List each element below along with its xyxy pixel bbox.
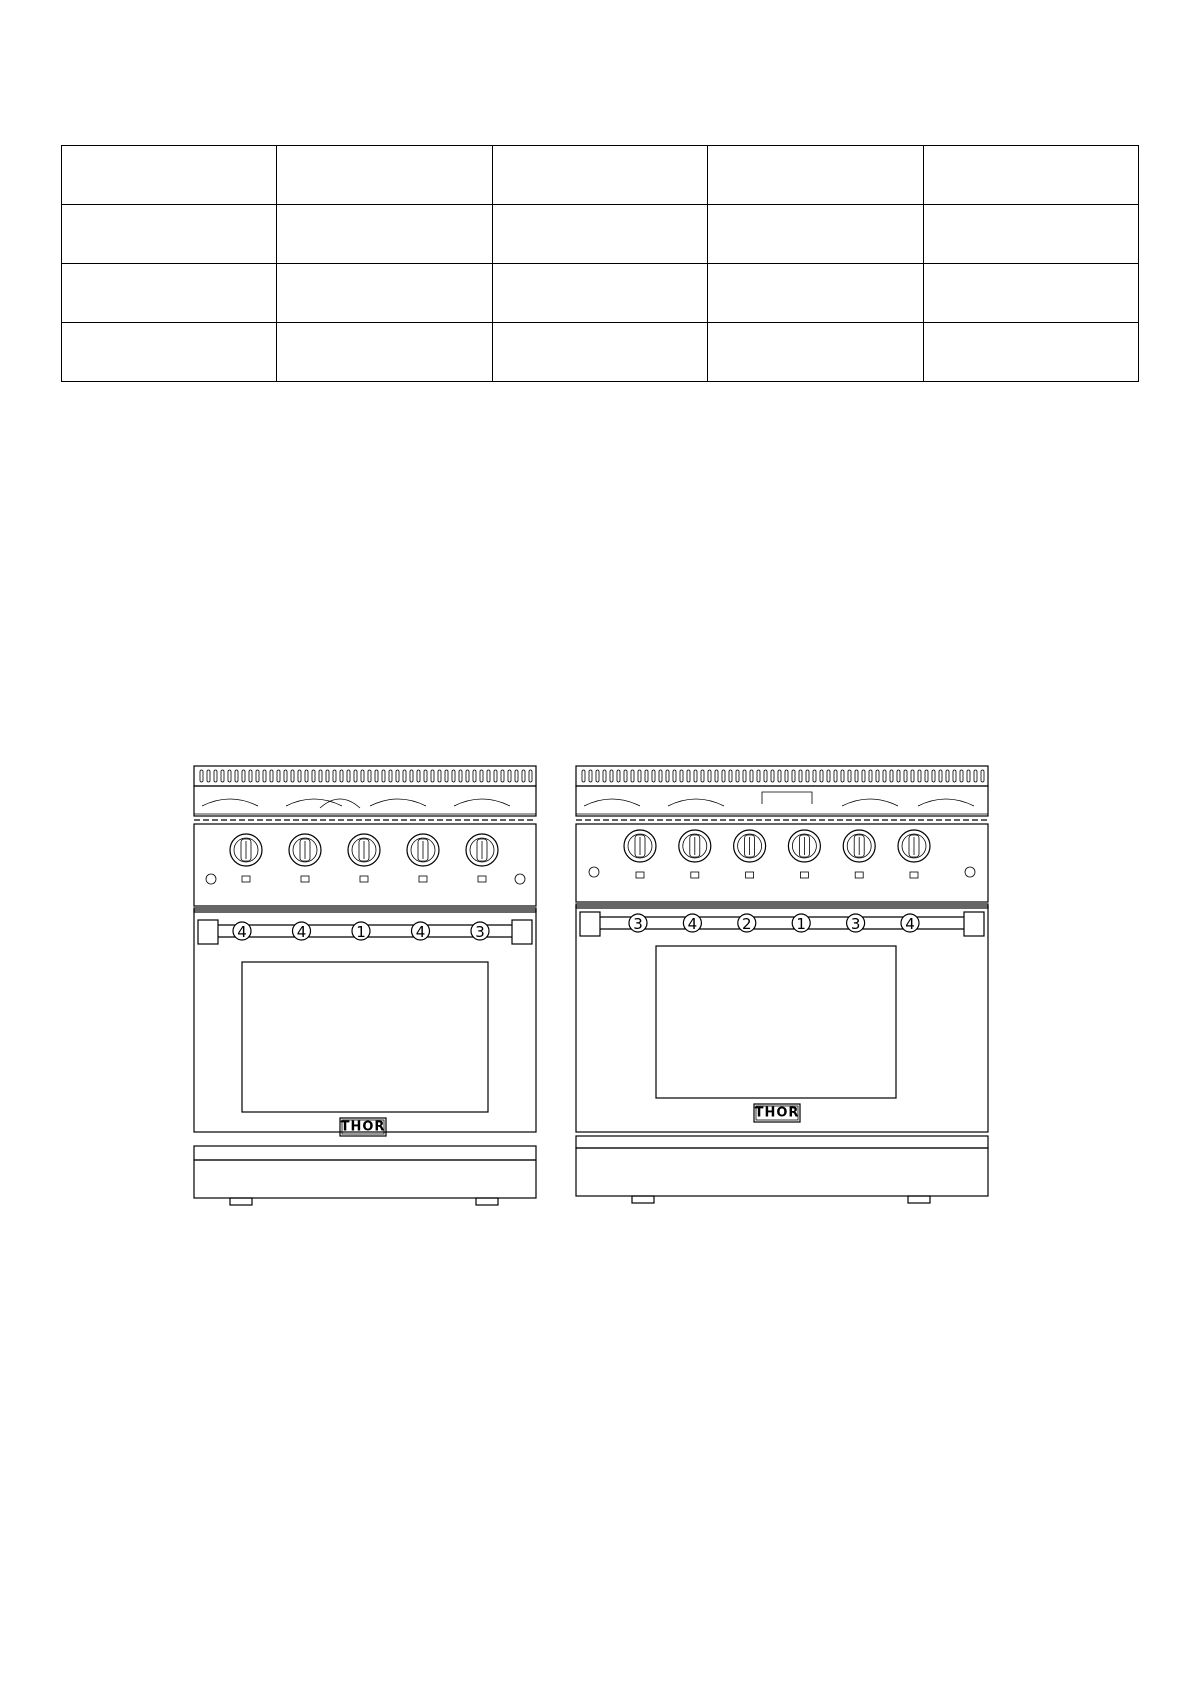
burner-symbol: [478, 876, 486, 882]
burner-symbol: [800, 872, 808, 878]
callout-marker: [471, 922, 489, 941]
callout-marker: [629, 914, 647, 933]
callout-number: 1: [796, 915, 806, 933]
callout-number: 4: [415, 923, 426, 941]
table-row: [62, 323, 1139, 382]
table-cell: [62, 146, 277, 205]
burner-knob[interactable]: [466, 834, 498, 866]
table-cell: [708, 323, 923, 382]
burner-symbol: [242, 876, 250, 882]
callout-marker: [352, 922, 370, 941]
callout-marker: [233, 922, 251, 941]
burner-symbol: [419, 876, 427, 882]
burner-symbol: [301, 876, 309, 882]
table-cell: [277, 205, 492, 264]
burner-symbol: [636, 872, 644, 878]
burner-symbol: [360, 876, 368, 882]
burner-symbol: [855, 872, 863, 878]
table-row: [62, 264, 1139, 323]
spec-table: [61, 145, 1139, 382]
callout-number: 3: [475, 923, 485, 941]
table-cell: [62, 323, 277, 382]
burner-knob[interactable]: [679, 830, 711, 862]
knob-row: [624, 830, 930, 878]
burner-knob[interactable]: [843, 830, 875, 862]
table-cell: [492, 205, 707, 264]
table-row: [62, 146, 1139, 205]
burner-knob[interactable]: [788, 830, 820, 862]
range-30-inch-drawing: [190, 762, 540, 1202]
burner-knob[interactable]: [407, 834, 439, 866]
callout-marker: [683, 914, 701, 933]
callout-number: 3: [633, 915, 643, 933]
callout-number: 4: [237, 923, 247, 941]
table-cell: [62, 205, 277, 264]
table-cell: [923, 323, 1138, 382]
table-cell: [923, 205, 1138, 264]
brand-logo: THOR: [340, 1119, 386, 1135]
burner-knob[interactable]: [289, 834, 321, 866]
burner-symbol: [910, 872, 918, 878]
callout-marker: [293, 922, 311, 941]
callout-marker: [738, 914, 756, 933]
table-cell: [62, 264, 277, 323]
table-cell: [923, 146, 1138, 205]
knob-row: [230, 834, 498, 882]
callout-marker: [901, 914, 919, 933]
table-cell: [923, 264, 1138, 323]
burner-knob[interactable]: [734, 830, 766, 862]
burner-knob[interactable]: [230, 834, 262, 866]
table-cell: [277, 323, 492, 382]
callout-marker: [847, 914, 865, 933]
table-cell: [277, 146, 492, 205]
callout-number: 1: [356, 923, 366, 941]
brand-logo: THOR: [754, 1105, 800, 1121]
table-cell: [708, 205, 923, 264]
callout-number: 4: [296, 923, 307, 941]
range-36-inch-drawing: [572, 762, 992, 1202]
callout-number: 4: [905, 915, 915, 933]
callout-number: 4: [687, 915, 698, 933]
table-cell: [492, 146, 707, 205]
table-cell: [708, 264, 923, 323]
callout-number: 3: [850, 915, 861, 933]
table-cell: [277, 264, 492, 323]
burner-knob[interactable]: [624, 830, 656, 862]
burner-symbol: [746, 872, 754, 878]
callout-number: 2: [742, 915, 752, 933]
callout-marker: [792, 914, 810, 933]
burner-knob[interactable]: [898, 830, 930, 862]
table-cell: [492, 323, 707, 382]
table-row: [62, 205, 1139, 264]
table-cell: [708, 146, 923, 205]
burner-symbol: [691, 872, 699, 878]
callout-marker: [412, 922, 430, 941]
table-cell: [492, 264, 707, 323]
burner-knob[interactable]: [348, 834, 380, 866]
